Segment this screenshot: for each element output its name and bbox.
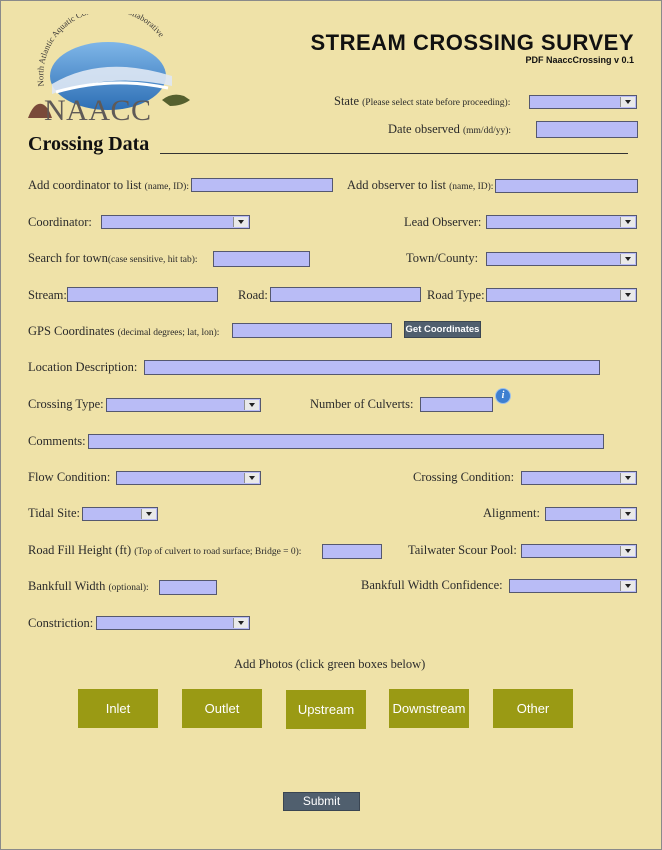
gps-label: GPS Coordinates (decimal degrees; lat, lon): bbox=[28, 324, 220, 338]
road-input[interactable] bbox=[270, 287, 421, 302]
chevron-down-icon[interactable] bbox=[620, 97, 635, 107]
version-label: PDF NaaccCrossing v 0.1 bbox=[525, 55, 634, 65]
comments-label: Comments: bbox=[28, 434, 86, 448]
road-label: Road: bbox=[238, 288, 268, 302]
chevron-down-icon[interactable] bbox=[620, 473, 635, 483]
add-photos-heading: Add Photos (click green boxes below) bbox=[234, 657, 426, 671]
gps-input[interactable] bbox=[232, 323, 392, 338]
coordinator-label: Coordinator: bbox=[28, 215, 92, 229]
bankfull-width-confidence-label: Bankfull Width Confidence: bbox=[361, 578, 503, 592]
chevron-down-icon[interactable] bbox=[620, 581, 635, 591]
submit-button[interactable]: Submit bbox=[283, 792, 360, 811]
town-county-label: Town/County: bbox=[406, 251, 479, 265]
logo-arc-text: North Atlantic Aquatic C laborative bbox=[35, 14, 167, 87]
photo-outlet-button[interactable]: Outlet bbox=[182, 689, 262, 728]
bankfull-width-input[interactable] bbox=[159, 580, 217, 595]
alignment-select[interactable] bbox=[545, 507, 637, 521]
road-fill-height-label: Road Fill Height (ft) (Top of culvert to road surface; Bridge = 0): bbox=[28, 543, 302, 557]
tidal-site-select[interactable] bbox=[82, 507, 158, 521]
location-description-input[interactable] bbox=[144, 360, 600, 375]
chevron-down-icon[interactable] bbox=[233, 618, 248, 628]
location-description-label: Location Description: bbox=[28, 360, 138, 374]
coordinator-select[interactable] bbox=[101, 215, 250, 229]
photo-other-button[interactable]: Other bbox=[493, 689, 573, 728]
road-fill-height-input[interactable] bbox=[322, 544, 382, 559]
search-town-label: Search for town(case sensitive, hit tab): bbox=[28, 251, 198, 265]
town-county-select[interactable] bbox=[486, 252, 637, 266]
lead-observer-select[interactable] bbox=[486, 215, 637, 229]
tidal-site-label: Tidal Site: bbox=[28, 506, 80, 520]
section-divider bbox=[160, 153, 628, 154]
add-observer-input[interactable] bbox=[495, 179, 638, 193]
get-coordinates-button[interactable]: Get Coordinates bbox=[404, 321, 481, 338]
crossing-type-label: Crossing Type: bbox=[28, 397, 104, 411]
comments-input[interactable] bbox=[88, 434, 604, 449]
add-coordinator-input[interactable] bbox=[191, 178, 333, 192]
tailwater-scour-pool-label: Tailwater Scour Pool: bbox=[408, 543, 517, 557]
flow-condition-select[interactable] bbox=[116, 471, 261, 485]
logo-text: NAACC bbox=[44, 94, 152, 127]
crossing-type-select[interactable] bbox=[106, 398, 261, 412]
bankfull-width-label: Bankfull Width (optional): bbox=[28, 579, 149, 593]
chevron-down-icon[interactable] bbox=[620, 290, 635, 300]
state-label: State (Please select state before proceeding): bbox=[334, 94, 511, 108]
constriction-select[interactable] bbox=[96, 616, 250, 630]
photo-inlet-button[interactable]: Inlet bbox=[78, 689, 158, 728]
photo-downstream-button[interactable]: Downstream bbox=[389, 689, 469, 728]
constriction-label: Constriction: bbox=[28, 616, 94, 630]
flow-condition-label: Flow Condition: bbox=[28, 470, 111, 484]
add-coordinator-label: Add coordinator to list (name, ID): bbox=[28, 178, 189, 192]
page-title: STREAM CROSSING SURVEY bbox=[310, 30, 634, 55]
date-observed-label: Date observed (mm/dd/yy): bbox=[388, 122, 512, 136]
crossing-condition-select[interactable] bbox=[521, 471, 637, 485]
date-observed-input[interactable] bbox=[536, 121, 638, 138]
chevron-down-icon[interactable] bbox=[233, 217, 248, 227]
search-town-input[interactable] bbox=[213, 251, 310, 267]
road-type-label: Road Type: bbox=[427, 288, 485, 302]
number-culverts-label: Number of Culverts: bbox=[310, 397, 414, 411]
stream-input[interactable] bbox=[67, 287, 218, 302]
photo-upstream-button[interactable]: Upstream bbox=[286, 690, 366, 729]
chevron-down-icon[interactable] bbox=[244, 473, 259, 483]
alignment-label: Alignment: bbox=[483, 506, 540, 520]
chevron-down-icon[interactable] bbox=[620, 254, 635, 264]
info-icon[interactable]: i bbox=[496, 389, 510, 403]
add-observer-label: Add observer to list (name, ID): bbox=[347, 178, 494, 192]
lead-observer-label: Lead Observer: bbox=[404, 215, 482, 229]
chevron-down-icon[interactable] bbox=[244, 400, 259, 410]
road-type-select[interactable] bbox=[486, 288, 637, 302]
tailwater-scour-pool-select[interactable] bbox=[521, 544, 637, 558]
bankfull-width-confidence-select[interactable] bbox=[509, 579, 637, 593]
chevron-down-icon[interactable] bbox=[141, 509, 156, 519]
crossing-condition-label: Crossing Condition: bbox=[413, 470, 515, 484]
number-culverts-input[interactable] bbox=[420, 397, 493, 412]
chevron-down-icon[interactable] bbox=[620, 546, 635, 556]
stream-label: Stream: bbox=[28, 288, 67, 302]
section-title: Crossing Data bbox=[28, 133, 150, 155]
chevron-down-icon[interactable] bbox=[620, 509, 635, 519]
state-select[interactable] bbox=[529, 95, 637, 109]
chevron-down-icon[interactable] bbox=[620, 217, 635, 227]
